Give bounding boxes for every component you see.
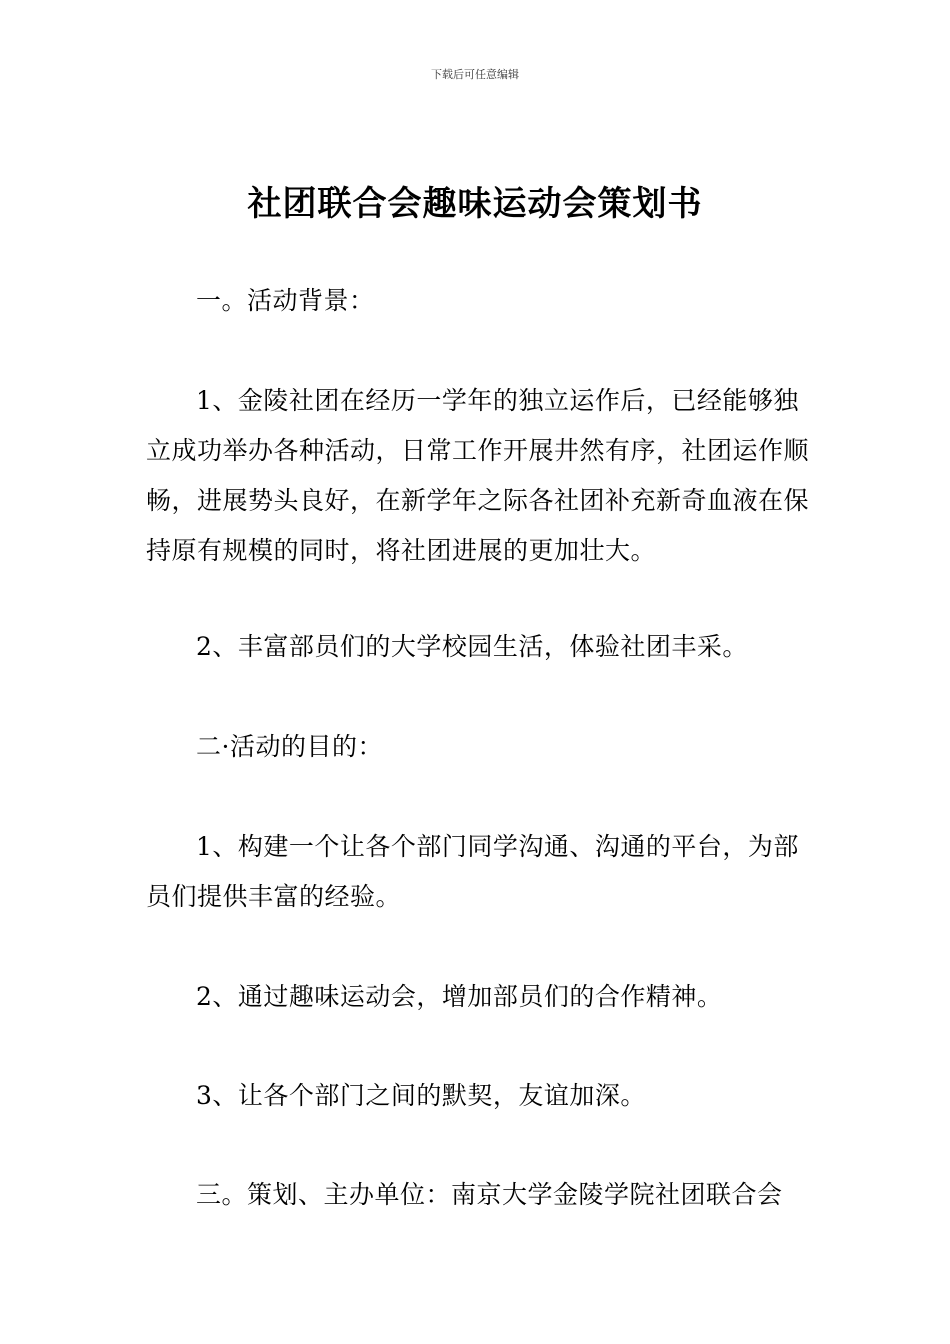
section-heading-background: 一。活动背景：: [196, 286, 375, 315]
paragraph-background-1: 1、金陵社团在经历一学年的独立运作后，已经能够独立成功举办各种活动，日常工作开展井然有序，社团运作顺畅，进展势头良好，在新学年之际各社团补充新奇血液在保持原有规模的同时，将社团进展的更加壮大。: [146, 386, 810, 565]
paragraph-background-2: 2、丰富部员们的大学校园生活，体验社团丰采。: [196, 632, 748, 661]
section-heading-purpose: 二·活动的目的：: [196, 732, 383, 761]
header-note: 下载后可任意编辑: [431, 68, 519, 81]
paragraph-purpose-1: 1、构建一个让各个部门同学沟通、沟通的平台，为部员们提供丰富的经验。: [146, 832, 799, 911]
document-title: 社团联合会趣味运动会策划书: [247, 184, 703, 224]
paragraph-purpose-2: 2、通过趣味运动会，增加部员们的合作精神。: [196, 982, 723, 1011]
paragraph-purpose-3: 3、让各个部门之间的默契，友谊加深。: [196, 1081, 646, 1110]
section-heading-organizer: 三。策划、主办单位：南京大学金陵学院社团联合会: [196, 1180, 783, 1209]
